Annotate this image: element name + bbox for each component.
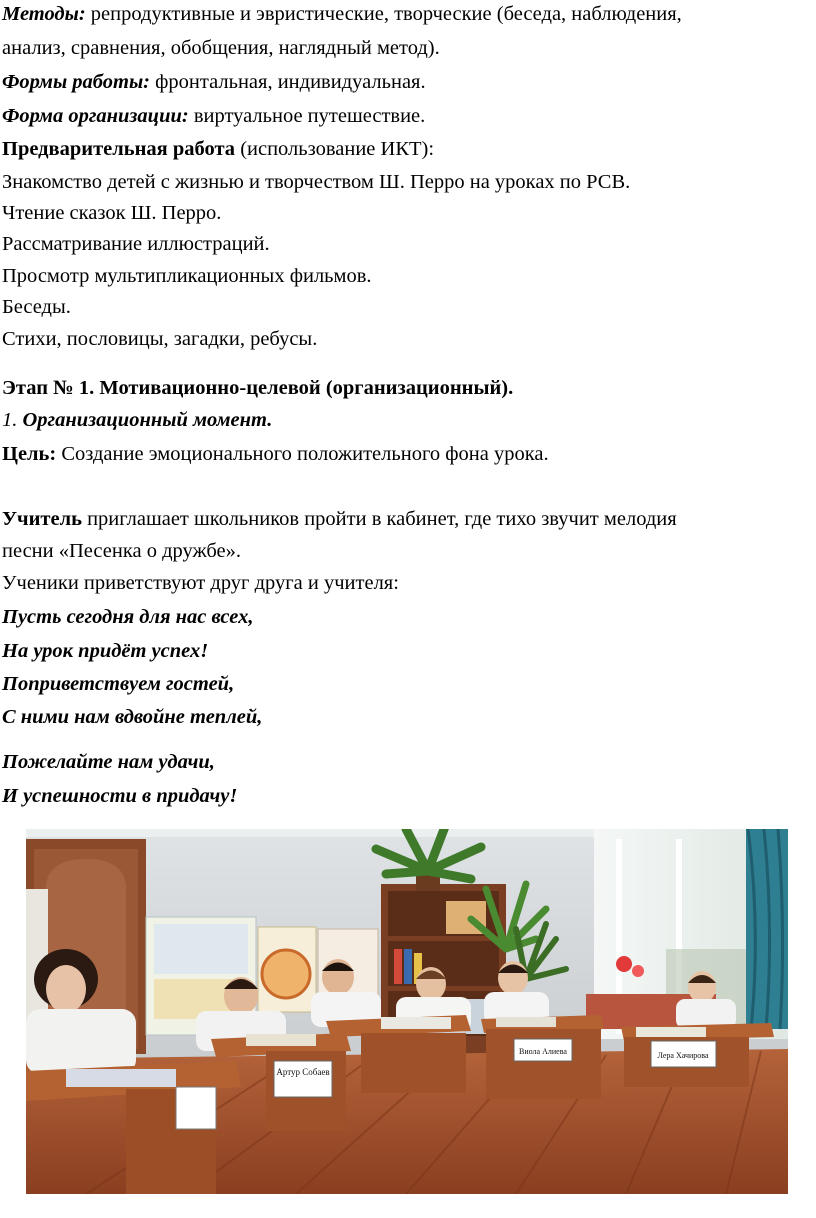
name-card-text: Артур Собаев [276, 1067, 330, 1077]
prep-item: Беседы. [2, 296, 71, 318]
stage-title: Этап № 1. Мотивационно-целевой (организационный). [2, 377, 514, 399]
poem-line: Пожелайте нам удачи, [2, 751, 215, 773]
methods-line-cont: анализ, сравнения, обобщения, наглядный метод). [2, 37, 440, 59]
methods-line: Методы: репродуктивные и эвристические, творческие (беседа, наблюдения, [2, 3, 682, 25]
name-card-text: Виола Алиева [519, 1047, 567, 1056]
open-book [381, 1017, 451, 1029]
classroom-photo [26, 829, 788, 1194]
open-book [636, 1027, 706, 1037]
name-card [176, 1087, 216, 1129]
prep-item: Рассматривание иллюстраций. [2, 233, 270, 255]
prep-line: Предварительная работа (использование ИКТ): [2, 138, 435, 160]
forms-line: Формы работы: фронтальная, индивидуальная. [2, 71, 426, 93]
poem-line: С ними нам вдвойне теплей, [2, 706, 263, 728]
name-card-lera [651, 1041, 716, 1067]
teacher-line-cont: песни «Песенка о дружбе». [2, 540, 241, 562]
greeting-intro: Ученики приветствуют друг друга и учителя: [2, 572, 399, 594]
open-book [246, 1034, 316, 1046]
prep-item: Чтение сказок Ш. Перро. [2, 202, 222, 224]
name-card-artur [274, 1061, 332, 1097]
prep-item: Просмотр мультипликационных фильмов. [2, 265, 372, 287]
poem-line: На урок придёт успех! [2, 640, 209, 662]
poem-line: И успешности в придачу! [2, 785, 238, 807]
poem-line: Поприветствуем гостей, [2, 673, 235, 695]
name-card-text: Лера Хачирова [657, 1051, 709, 1060]
name-card-viola [514, 1039, 572, 1061]
goal-line: Цель: Создание эмоционального положительного фона урока. [2, 443, 549, 465]
classroom-illustration [26, 829, 788, 1194]
open-book [496, 1017, 556, 1027]
prep-item: Знакомство детей с жизнью и творчеством Ш. Перро на уроках по РСВ. [2, 171, 631, 193]
prep-item: Стихи, пословицы, загадки, ребусы. [2, 328, 318, 350]
teacher-line: Учитель приглашает школьников пройти в кабинет, где тихо звучит мелодия [2, 508, 677, 530]
organization-line: Форма организации: виртуальное путешествие. [2, 105, 426, 127]
stage-subtitle: 1. Организационный момент. [2, 409, 273, 431]
poem-line: Пусть сегодня для нас всех, [2, 606, 254, 628]
open-book [66, 1069, 176, 1087]
